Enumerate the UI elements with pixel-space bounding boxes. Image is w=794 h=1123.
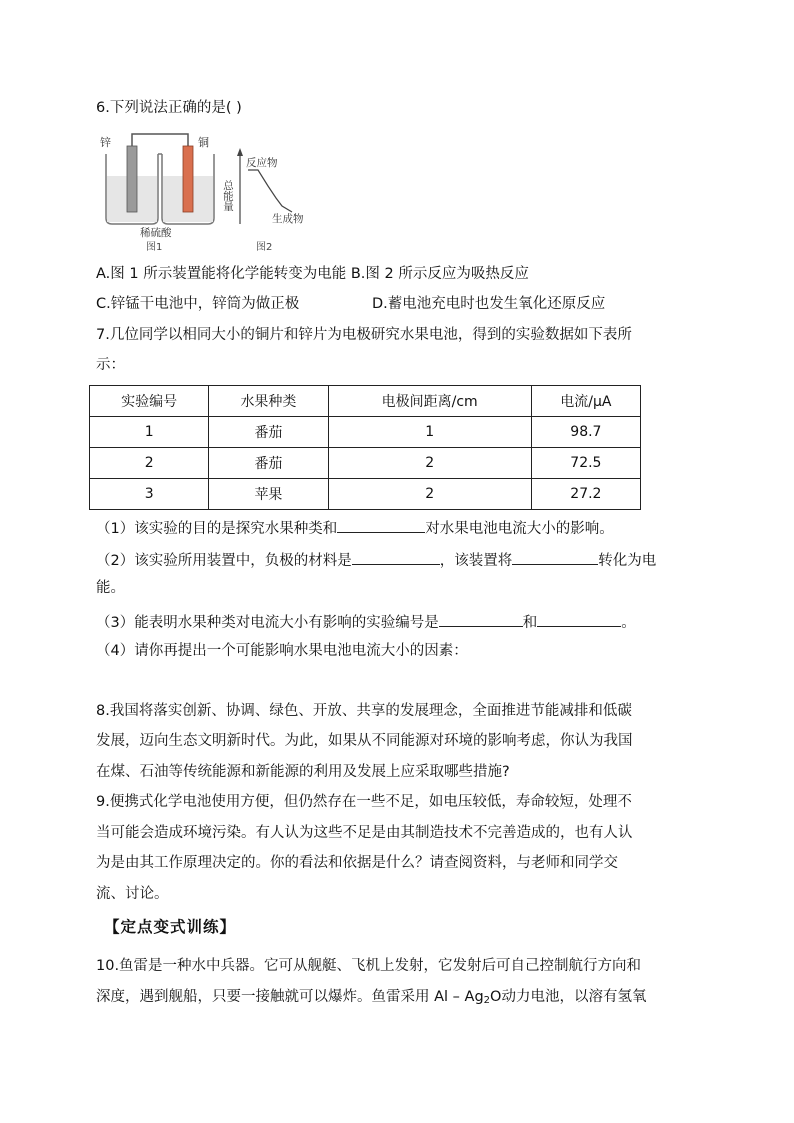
q7-stem-line2: 示： xyxy=(96,357,125,373)
table-cell: 1 xyxy=(90,417,209,448)
table-row xyxy=(90,417,641,448)
table-cell: 72.5 xyxy=(531,448,640,479)
q7-sub3 xyxy=(96,610,636,633)
table-cell: 2 xyxy=(328,448,531,479)
table-cell: 3 xyxy=(90,479,209,510)
q7-sub2-line2: 能。 xyxy=(96,580,125,596)
label-copper: 铜 xyxy=(198,136,209,149)
q9-line2: 当可能会造成环境污染。有人认为这些不足是由其制造技术不完善造成的，也有人认 xyxy=(96,825,633,841)
table-cell: 番茄 xyxy=(209,417,328,448)
figure-1-galvanic-cell xyxy=(100,134,214,252)
table-row xyxy=(90,448,641,479)
q7-sub3-text-c: 。 xyxy=(621,615,636,631)
q6-figure xyxy=(96,128,336,252)
header-electrode-distance: 电极间距离/cm xyxy=(328,386,531,417)
figure-1-caption: 图1 xyxy=(146,242,163,252)
table-cell: 27.2 xyxy=(531,479,640,510)
q7-stem-line1: 7.几位同学以相同大小的铜片和锌片为电极研究水果电池，得到的实验数据如下表所 xyxy=(96,327,632,343)
answer-blank[interactable] xyxy=(439,610,523,627)
label-total-energy: 总能量 xyxy=(222,180,234,212)
experiment-data-table xyxy=(89,385,641,510)
table-row xyxy=(90,479,641,510)
q7-sub2-text-a: （2）该实验所用装置中，负极的材料是 xyxy=(96,553,352,569)
q7-sub2-text-b: ，该装置将 xyxy=(439,553,513,569)
header-current: 电流/μA xyxy=(531,386,640,417)
q10-line1: 10.鱼雷是一种水中兵器。它可从舰艇、飞机上发射，它发射后可自己控制航行方向和 xyxy=(96,958,642,974)
figure-2-caption: 图2 xyxy=(256,242,273,252)
q7-sub1 xyxy=(96,516,614,539)
label-reactant: 反应物 xyxy=(246,157,278,169)
table-cell: 98.7 xyxy=(531,417,640,448)
table-cell: 番茄 xyxy=(209,448,328,479)
q6-options-ab: A.图 1 所示装置能将化学能转变为电能 B.图 2 所示反应为吸热反应 xyxy=(96,266,529,282)
answer-blank[interactable] xyxy=(352,548,440,565)
answer-blank[interactable] xyxy=(512,548,598,565)
q8-line3: 在煤、石油等传统能源和新能源的利用及发展上应采取哪些措施? xyxy=(96,764,510,780)
q7-sub2-text-c: 转化为电 xyxy=(598,553,657,569)
section-title: 【定点变式训练】 xyxy=(104,918,237,936)
table-cell: 2 xyxy=(90,448,209,479)
q9-line3: 为是由其工作原理决定的。你的看法和依据是什么？请查阅资料，与老师和同学交 xyxy=(96,855,618,871)
q7-sub1-text-b: 对水果电池电流大小的影响。 xyxy=(425,521,614,537)
q8-line2: 发展，迈向生态文明新时代。为此，如果从不同能源对环境的影响考虑，你认为我国 xyxy=(96,733,633,749)
answer-blank[interactable] xyxy=(337,516,425,533)
label-product: 生成物 xyxy=(272,213,304,225)
table-cell: 苹果 xyxy=(209,479,328,510)
q9-line1: 9.便携式化学电池使用方便，但仍然存在一些不足，如电压较低，寿命较短，处理不 xyxy=(96,794,632,810)
table-cell: 1 xyxy=(328,417,531,448)
q7-sub3-text-b: 和 xyxy=(522,615,538,631)
q10-line2-text-a: 深度，遇到舰船，只要一接触就可以爆炸。鱼雷采用 Al – Ag xyxy=(96,989,484,1005)
q7-sub1-text-a: （1）该实验的目的是探究水果种类和 xyxy=(96,521,338,537)
q10-line2-text-b: O动力电池，以溶有氢氧 xyxy=(490,989,647,1005)
answer-blank[interactable] xyxy=(537,610,621,627)
header-experiment-number: 实验编号 xyxy=(90,386,209,417)
q8-line1: 8.我国将落实创新、协调、绿色、开放、共享的发展理念，全面推进节能减排和低碳 xyxy=(96,703,632,719)
header-fruit-type: 水果种类 xyxy=(209,386,328,417)
table-cell: 2 xyxy=(328,479,531,510)
figure-2-energy-diagram xyxy=(222,148,304,252)
q7-sub3-text-a: （3）能表明水果种类对电流大小有影响的实验编号是 xyxy=(96,615,439,631)
table-header-row xyxy=(90,386,641,417)
q6-option-c: C.锌锰干电池中，锌筒为做正极 xyxy=(96,296,300,312)
q6-stem: 6.下列说法正确的是( ) xyxy=(96,100,242,116)
q6-option-d: D.蓄电池充电时也发生氧化还原反应 xyxy=(372,296,606,312)
q7-sub4: （4）请你再提出一个可能影响水果电池电流大小的因素： xyxy=(96,643,468,659)
label-zinc: 锌 xyxy=(100,136,111,149)
q7-sub2 xyxy=(96,548,656,571)
q9-line4: 流、讨论。 xyxy=(96,886,169,902)
label-dilute-sulfuric-acid: 稀硫酸 xyxy=(140,227,172,239)
q10-line2 xyxy=(96,987,646,1011)
q10-subscript: 2 xyxy=(483,995,491,1006)
